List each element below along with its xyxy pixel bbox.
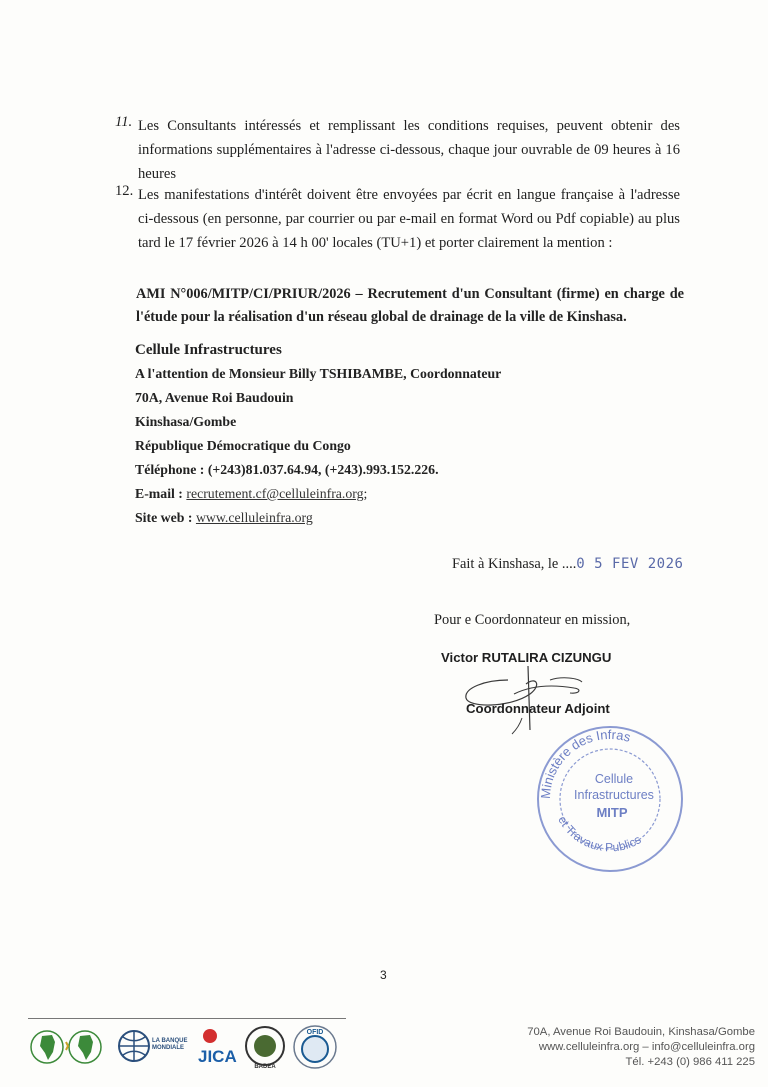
footer-divider [28, 1018, 346, 1019]
jica-logo-icon [194, 1024, 238, 1070]
web-label: Site web : [135, 510, 196, 525]
ofid-text: OFID [306, 1029, 324, 1036]
world-bank-globe-icon [116, 1028, 152, 1064]
on-behalf-line: Pour e Coordonnateur en mission, [434, 612, 631, 628]
email-label: E-mail : [135, 486, 187, 501]
stamped-date: 0 5 FEV 2026 [576, 556, 684, 572]
footer-logos [28, 1022, 358, 1072]
address-block [135, 338, 695, 530]
stamp-top-arc: Ministère des Infras [537, 726, 633, 800]
stamp-line-1: Cellule [594, 772, 634, 786]
attention-line: A l'attention de Monsieur Billy TSHIBAMBE, Coordonnateur [135, 366, 502, 381]
item-11-number: 11. [115, 114, 133, 130]
ofid-logo-icon [290, 1022, 340, 1072]
page-number: 3 [380, 968, 387, 982]
phone-line: Téléphone : (+243)81.037.64.94, (+243).993.152.226. [135, 462, 439, 477]
item-12-text: Les manifestations d'intérêt doivent être envoyées par écrit en langue française à l'adresse ci-dessous (en personne, par courrier ou par e-mail en format Word ou Pdf copiable) au plus tard le 17 février 2026 à 14 h 00' locales (TU+1) et porter clairement la mention : [138, 187, 680, 251]
web-link[interactable]: www.celluleinfra.org [195, 510, 313, 525]
place-date-line [452, 556, 683, 573]
web-line [135, 506, 695, 530]
city-line: Kinshasa/Gombe [135, 414, 237, 429]
country-line: République Démocratique du Congo [135, 438, 351, 453]
item-11-text: Les Consultants intéressés et remplissant les conditions requises, peuvent obtenir des informations supplémentaires à l'adresse ci-dessous, chaque jour ouvrable de 09 heures à 16 heures [138, 118, 680, 182]
stamp-line-2: Infrastructures [574, 788, 654, 802]
email-line [135, 482, 695, 506]
stamp-line-3: MITP [596, 805, 628, 820]
world-bank-label: LA BANQUE MONDIALE [152, 1038, 188, 1051]
signatory-name: Victor RUTALIRA CIZUNGU [441, 650, 612, 665]
place-date-prefix: Fait à Kinshasa, le .... [452, 556, 577, 572]
footer-phone: Tél. +243 (0) 986 411 225 [625, 1056, 755, 1068]
badea-logo-icon [242, 1024, 288, 1070]
ami-reference: AMI N°006/MITP/CI/PRIUR/2026 – Recrutement d'un Consultant (firme) en charge de l'étude pour la réalisation d'un réseau global de drainage de la ville de Kinshasa. [136, 286, 684, 325]
jica-text: JICA [198, 1047, 237, 1066]
badea-text: BADEA [254, 1064, 276, 1070]
afdb-logo-icon [30, 1022, 110, 1072]
email-link[interactable]: recrutement.cf@celluleinfra.org [186, 486, 364, 501]
item-12-number: 12. [115, 183, 134, 199]
footer-web-email[interactable]: www.celluleinfra.org – info@celluleinfra.org [538, 1041, 755, 1053]
street-line: 70A, Avenue Roi Baudouin [135, 390, 294, 405]
official-stamp [528, 715, 688, 875]
footer-address: 70A, Avenue Roi Baudouin, Kinshasa/Gombe [527, 1026, 755, 1038]
signatory-title: Coordonnateur Adjoint [466, 701, 610, 716]
org-name: Cellule Infrastructures [135, 342, 282, 358]
email-suffix: ; [363, 486, 368, 501]
stamp-bottom-arc: et Travaux Publics [555, 813, 644, 855]
footer-contact [425, 1025, 755, 1070]
